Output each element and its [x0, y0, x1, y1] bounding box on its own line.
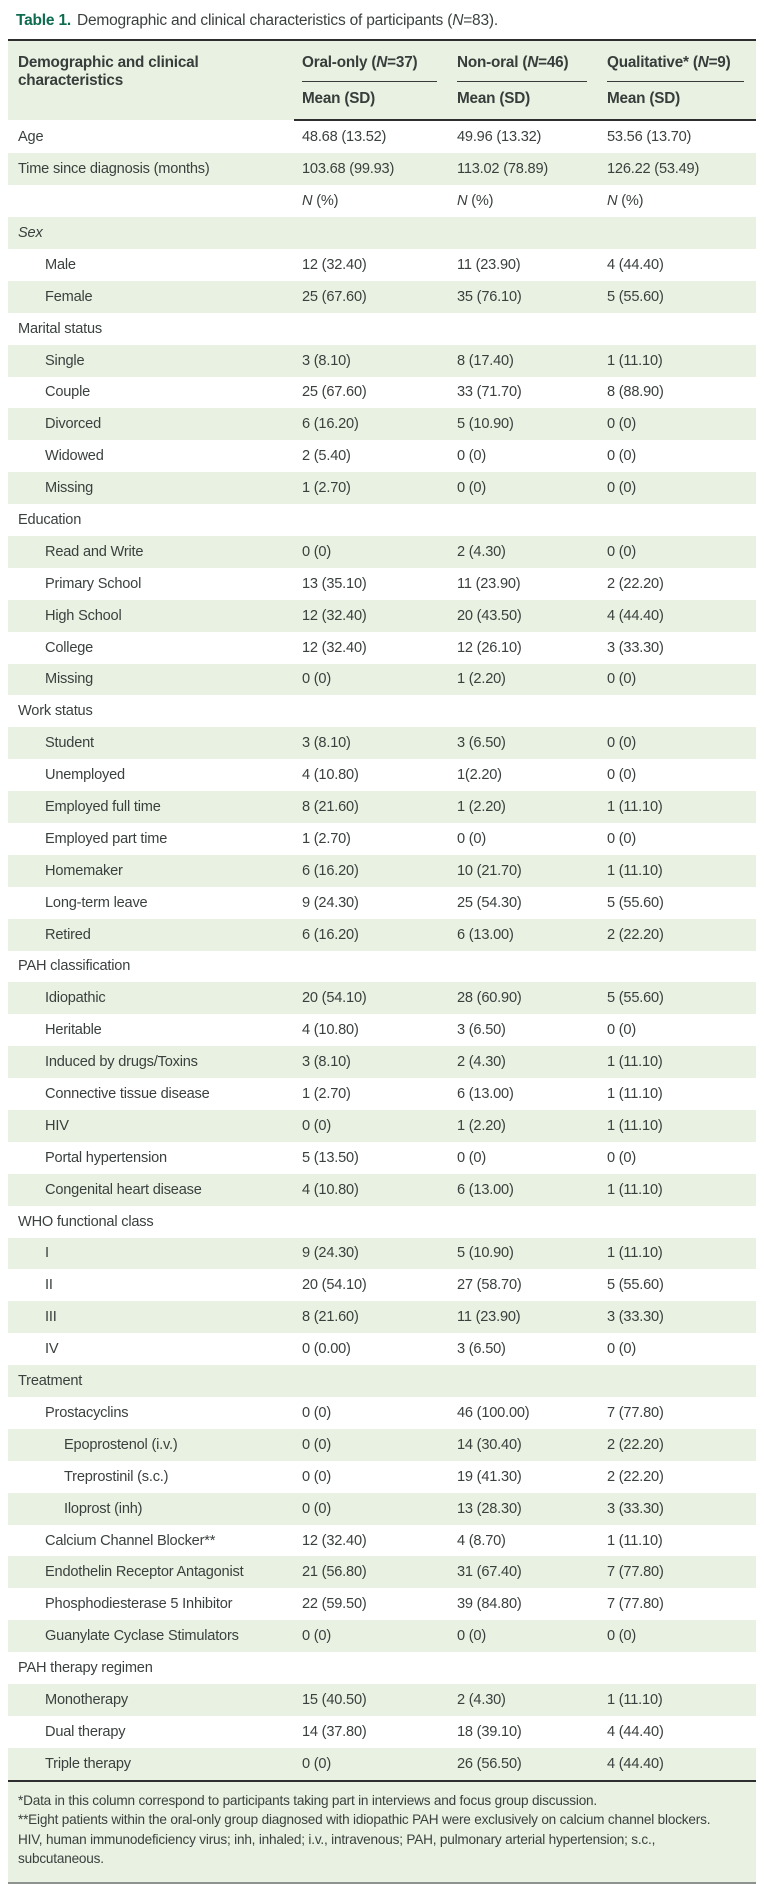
cell-value: 3 (6.50) — [457, 1022, 506, 1039]
cell-value: 1 (11.10) — [607, 1054, 663, 1071]
column-header-characteristics: Demographic and clinical characteristics — [8, 40, 294, 120]
cell-value: 2 (22.20) — [607, 1436, 664, 1453]
cell-value: 5 (10.90) — [457, 1245, 514, 1262]
cell-value: 0 (0) — [607, 671, 637, 688]
cell-value: 12 (26.10) — [457, 639, 522, 656]
cell-value: 4 (44.40) — [607, 1723, 664, 1740]
cell-value: 0 (0) — [457, 480, 487, 497]
cell-value: 1 (11.10) — [607, 1086, 663, 1103]
cell-value — [294, 951, 449, 983]
table-row — [8, 727, 756, 759]
column-header-non-oral: Non-oral (N=46) — [449, 40, 599, 82]
row-label: I — [45, 1245, 49, 1262]
cell-value: 1 (2.20) — [457, 799, 506, 816]
table-row — [8, 153, 756, 185]
table-row — [8, 1493, 756, 1525]
cell-value: 0 (0) — [607, 543, 637, 560]
cell-value: 2 (22.20) — [607, 575, 664, 592]
table-row — [8, 919, 756, 951]
row-label: Female — [45, 288, 93, 305]
cell-value: 4 (44.40) — [607, 1755, 664, 1772]
cell-value: 1 (2.20) — [457, 671, 506, 688]
cell-value: 20 (54.10) — [302, 990, 367, 1007]
table-row — [8, 408, 756, 440]
row-label: Endothelin Receptor Antagonist — [45, 1564, 244, 1581]
cell-value: 20 (43.50) — [457, 607, 522, 624]
cell-value: 0 (0) — [302, 671, 332, 688]
cell-value: 2 (4.30) — [457, 1691, 506, 1708]
cell-value: 1(2.20) — [457, 767, 502, 784]
row-label: Heritable — [45, 1022, 102, 1039]
cell-value: 5 (55.60) — [607, 894, 664, 911]
cell-value: 9 (24.30) — [302, 1245, 359, 1262]
cell-value: 1 (11.10) — [607, 1245, 663, 1262]
cell-value: 14 (37.80) — [302, 1723, 367, 1740]
cell-value — [294, 1206, 449, 1238]
cell-value: 0 (0) — [302, 543, 332, 560]
row-label: Calcium Channel Blocker** — [45, 1532, 216, 1549]
cell-value: 48.68 (13.52) — [302, 129, 387, 146]
cell-value — [449, 313, 599, 345]
cell-value: 5 (13.50) — [302, 1149, 359, 1166]
cell-value: 0 (0) — [607, 1149, 637, 1166]
cell-value — [449, 1365, 599, 1397]
cell-value: 126.22 (53.49) — [607, 161, 700, 178]
cell-value — [449, 217, 599, 249]
row-label: Employed part time — [45, 830, 168, 847]
table-row — [8, 281, 756, 313]
cell-value: 1 (11.10) — [607, 1691, 663, 1708]
row-label: Dual therapy — [45, 1723, 126, 1740]
caption-n: N — [452, 12, 464, 29]
row-label: PAH therapy regimen — [18, 1660, 153, 1677]
table-row — [8, 1748, 756, 1780]
cell-value: 0 (0) — [607, 1022, 637, 1039]
row-label: III — [45, 1309, 57, 1326]
table-row — [8, 855, 756, 887]
footnote-abbreviations: HIV, human immunodeficiency virus; inh, inhaled; i.v., intravenous; PAH, pulmonary arterial hypertension; s.c., subcutaneous. — [18, 1831, 656, 1867]
cell-value: 4 (10.80) — [302, 1022, 359, 1039]
cell-value — [599, 217, 756, 249]
cell-value: 0 (0) — [457, 448, 487, 465]
cell-value: 113.02 (78.89) — [457, 161, 549, 178]
table-row — [8, 887, 756, 919]
row-label: Guanylate Cyclase Stimulators — [45, 1628, 239, 1645]
row-label: College — [45, 639, 94, 656]
table-row — [8, 1078, 756, 1110]
cell-value: 0 (0) — [457, 830, 487, 847]
table-row — [8, 1461, 756, 1493]
cell-value: 1 (11.10) — [607, 352, 663, 369]
cell-value: 6 (13.00) — [457, 926, 514, 943]
row-label: Missing — [45, 671, 94, 688]
cell-value: 1 (11.10) — [607, 1181, 663, 1198]
cell-value: 12 (32.40) — [302, 607, 367, 624]
cell-value: 27 (58.70) — [457, 1277, 522, 1294]
cell-value: 1 (2.70) — [302, 480, 351, 497]
cell-value: 0 (0) — [457, 1149, 487, 1166]
cell-value: 4 (10.80) — [302, 767, 359, 784]
cell-value — [599, 313, 756, 345]
cell-value: 7 (77.80) — [607, 1596, 664, 1613]
demographics-table — [8, 39, 756, 1779]
cell-value: 1 (11.10) — [607, 799, 663, 816]
row-label: HIV — [45, 1117, 69, 1134]
cell-value: 2 (5.40) — [302, 448, 351, 465]
footnote-double-asterisk: **Eight patients within the oral-only group diagnosed with idiopathic PAH were exclusively on calcium channel blockers. — [18, 1812, 711, 1828]
row-label: Monotherapy — [45, 1691, 128, 1708]
cell-value: 1 (2.70) — [302, 830, 351, 847]
cell-value: 1 (2.70) — [302, 1086, 351, 1103]
table-row — [8, 982, 756, 1014]
cell-value: 21 (56.80) — [302, 1564, 367, 1581]
cell-value: 0 (0) — [607, 735, 637, 752]
cell-value: 3 (33.30) — [607, 1500, 664, 1517]
cell-value: 0 (0) — [302, 1404, 332, 1421]
cell-value: 15 (40.50) — [302, 1691, 367, 1708]
cell-value: 6 (16.20) — [302, 926, 359, 943]
table-row — [8, 632, 756, 664]
cell-value — [599, 1206, 756, 1238]
cell-value: 0 (0) — [607, 830, 637, 847]
table-row — [8, 440, 756, 472]
table-number: Table 1. — [16, 12, 71, 29]
row-label: Read and Write — [45, 543, 144, 560]
cell-value — [449, 1652, 599, 1684]
row-label: Long-term leave — [45, 894, 148, 911]
cell-value: 103.68 (99.93) — [302, 161, 395, 178]
caption-text-post: =83). — [463, 12, 498, 29]
table-row — [8, 345, 756, 377]
row-label: Phosphodiesterase 5 Inhibitor — [45, 1596, 233, 1613]
cell-value: 4 (44.40) — [607, 607, 664, 624]
table-row — [8, 568, 756, 600]
cell-value: 4 (8.70) — [457, 1532, 506, 1549]
cell-value: 8 (17.40) — [457, 352, 514, 369]
row-label: Epoprostenol (i.v.) — [64, 1436, 178, 1453]
cell-value: 1 (11.10) — [607, 862, 663, 879]
table-body — [8, 120, 756, 1779]
footnote-asterisk: *Data in this column correspond to participants taking part in interviews and focus group discussion. — [18, 1792, 597, 1808]
table-row — [8, 1110, 756, 1142]
row-label: Employed full time — [45, 799, 161, 816]
row-label: Widowed — [45, 448, 104, 465]
cell-value: 14 (30.40) — [457, 1436, 522, 1453]
cell-value: 3 (33.30) — [607, 639, 664, 656]
cell-value: 0 (0.00) — [302, 1341, 351, 1358]
row-label: IV — [45, 1341, 59, 1358]
cell-value: 7 (77.80) — [607, 1564, 664, 1581]
row-label: Unemployed — [45, 767, 125, 784]
column-header-qualitative: Qualitative* (N=9) — [599, 40, 756, 82]
cell-value: 1 (11.10) — [607, 1117, 663, 1134]
table-row — [8, 600, 756, 632]
row-label: Iloprost (inh) — [64, 1500, 143, 1517]
cell-value: 0 (0) — [302, 1468, 332, 1485]
cell-value: 33 (71.70) — [457, 384, 522, 401]
cell-value — [449, 1206, 599, 1238]
cell-value: 26 (56.50) — [457, 1755, 522, 1772]
cell-value: 8 (21.60) — [302, 799, 359, 816]
cell-value: 25 (54.30) — [457, 894, 522, 911]
table-row — [8, 791, 756, 823]
cell-value: 22 (59.50) — [302, 1596, 367, 1613]
cell-value: 11 (23.90) — [457, 575, 521, 592]
cell-value: 0 (0) — [607, 1341, 637, 1358]
cell-value: 28 (60.90) — [457, 990, 522, 1007]
cell-value: 0 (0) — [302, 1117, 332, 1134]
cell-value: 3 (8.10) — [302, 1054, 351, 1071]
row-label: Connective tissue disease — [45, 1086, 210, 1103]
row-label: Single — [45, 352, 85, 369]
cell-value — [599, 504, 756, 536]
row-label: II — [45, 1277, 53, 1294]
row-label: Divorced — [45, 416, 101, 433]
subheader-mean-sd-non-oral: Mean (SD) — [449, 82, 599, 120]
row-label: Marital status — [18, 320, 102, 337]
table-row — [8, 120, 756, 153]
cell-value — [599, 1652, 756, 1684]
cell-value: 0 (0) — [457, 1628, 487, 1645]
cell-value: 53.56 (13.70) — [607, 129, 692, 146]
cell-value: 35 (76.10) — [457, 288, 522, 305]
cell-value: 0 (0) — [607, 767, 637, 784]
row-label: Congenital heart disease — [45, 1181, 202, 1198]
row-label: Education — [18, 512, 82, 528]
row-label: Primary School — [45, 575, 142, 592]
cell-value: 2 (22.20) — [607, 1468, 664, 1485]
cell-value — [294, 217, 449, 249]
table-row — [8, 1397, 756, 1429]
cell-value: N (%) — [457, 193, 494, 210]
cell-value: 5 (10.90) — [457, 416, 514, 433]
row-label: Portal hypertension — [45, 1149, 167, 1166]
table-row — [8, 1525, 756, 1557]
cell-value: 18 (39.10) — [457, 1723, 522, 1740]
table-row — [8, 472, 756, 504]
table-row — [8, 1014, 756, 1046]
cell-value — [599, 695, 756, 727]
cell-value: 6 (13.00) — [457, 1181, 514, 1198]
cell-value: 0 (0) — [302, 1755, 332, 1772]
table-row — [8, 377, 756, 409]
row-label: Couple — [45, 384, 91, 401]
table-caption — [0, 0, 764, 39]
table-row — [8, 1333, 756, 1365]
cell-value: 2 (4.30) — [457, 543, 506, 560]
cell-value: 6 (16.20) — [302, 416, 359, 433]
cell-value: 4 (44.40) — [607, 256, 664, 273]
table-row — [8, 1556, 756, 1588]
section-row — [8, 695, 756, 727]
row-label: Missing — [45, 480, 94, 497]
cell-value: 12 (32.40) — [302, 639, 367, 656]
cell-value — [294, 504, 449, 536]
section-row — [8, 1652, 756, 1684]
cell-value: 4 (10.80) — [302, 1181, 359, 1198]
table-row — [8, 1301, 756, 1333]
section-row — [8, 217, 756, 249]
row-label: PAH classification — [18, 958, 131, 975]
cell-value: 5 (55.60) — [607, 288, 664, 305]
cell-value: 13 (35.10) — [302, 575, 367, 592]
cell-value — [294, 1365, 449, 1397]
cell-value — [599, 1365, 756, 1397]
row-label: Time since diagnosis (months) — [18, 161, 210, 178]
cell-value: 0 (0) — [607, 416, 637, 433]
row-label: Triple therapy — [45, 1755, 131, 1772]
cell-value: 0 (0) — [302, 1436, 332, 1453]
table-row — [8, 1174, 756, 1206]
section-row — [8, 313, 756, 345]
table-row — [8, 1046, 756, 1078]
row-label: Treprostinil (s.c.) — [64, 1468, 169, 1485]
cell-value: 19 (41.30) — [457, 1468, 522, 1485]
row-label: Idiopathic — [45, 990, 106, 1007]
group-header-row — [8, 40, 756, 82]
cell-value: N (%) — [607, 193, 644, 210]
subheader-mean-sd-qualitative: Mean (SD) — [599, 82, 756, 120]
row-label: Induced by drugs/Toxins — [45, 1054, 198, 1071]
cell-value: 10 (21.70) — [457, 862, 522, 879]
table-row — [8, 1588, 756, 1620]
cell-value: 3 (8.10) — [302, 352, 351, 369]
cell-value: 25 (67.60) — [302, 384, 367, 401]
section-row — [8, 1365, 756, 1397]
subheader-mean-sd-oral: Mean (SD) — [294, 82, 449, 120]
row-label: Sex — [18, 224, 43, 241]
cell-value: 0 (0) — [302, 1500, 332, 1517]
table-row — [8, 1269, 756, 1301]
cell-value: 5 (55.60) — [607, 1277, 664, 1294]
row-label: Male — [45, 256, 76, 273]
cell-value — [294, 1652, 449, 1684]
cell-value — [599, 951, 756, 983]
cell-value: 31 (67.40) — [457, 1564, 522, 1581]
cell-value — [449, 951, 599, 983]
row-label: Age — [18, 128, 44, 145]
cell-value: 12 (32.40) — [302, 256, 367, 273]
cell-value: 7 (77.80) — [607, 1404, 664, 1421]
cell-value — [449, 504, 599, 536]
row-label: Prostacyclins — [45, 1404, 129, 1421]
table-header — [8, 40, 756, 120]
cell-value: 3 (6.50) — [457, 1341, 506, 1358]
cell-value: 0 (0) — [607, 448, 637, 465]
table-row — [8, 1142, 756, 1174]
cell-value: 25 (67.60) — [302, 288, 367, 305]
cell-value: 2 (4.30) — [457, 1054, 506, 1071]
table-row — [8, 664, 756, 696]
cell-value: 6 (13.00) — [457, 1086, 514, 1103]
row-label: Work status — [18, 703, 93, 720]
cell-value: 3 (8.10) — [302, 735, 351, 752]
cell-value: 1 (2.20) — [457, 1117, 506, 1134]
row-label: Student — [45, 735, 94, 752]
cell-value: 8 (21.60) — [302, 1309, 359, 1326]
cell-value: 2 (22.20) — [607, 926, 664, 943]
table-row — [8, 759, 756, 791]
cell-value: 1 (11.10) — [607, 1532, 663, 1549]
cell-value — [449, 695, 599, 727]
cell-value: 8 (88.90) — [607, 384, 664, 401]
cell-value: 11 (23.90) — [457, 1309, 521, 1326]
cell-value: 3 (33.30) — [607, 1309, 664, 1326]
row-label: WHO functional class — [18, 1213, 154, 1230]
row-label: Homemaker — [45, 862, 123, 879]
cell-value — [294, 313, 449, 345]
cell-value: 5 (55.60) — [607, 990, 664, 1007]
table-row — [8, 1238, 756, 1270]
cell-value: N (%) — [302, 193, 339, 210]
cell-value: 12 (32.40) — [302, 1532, 367, 1549]
table-row — [8, 185, 756, 217]
cell-value: 11 (23.90) — [457, 256, 521, 273]
column-header-oral-only: Oral-only (N=37) — [294, 40, 449, 82]
cell-value: 39 (84.80) — [457, 1596, 522, 1613]
row-label: High School — [45, 607, 122, 624]
cell-value: 0 (0) — [607, 480, 637, 497]
cell-value: 13 (28.30) — [457, 1500, 522, 1517]
cell-value: 49.96 (13.32) — [457, 129, 542, 146]
table-row — [8, 823, 756, 855]
table-row — [8, 536, 756, 568]
table-row — [8, 1620, 756, 1652]
row-label — [8, 185, 294, 217]
row-label: Retired — [45, 926, 91, 943]
cell-value — [294, 695, 449, 727]
table-row — [8, 249, 756, 281]
row-label: Treatment — [18, 1373, 83, 1390]
table-footnotes — [8, 1780, 756, 1884]
section-row — [8, 951, 756, 983]
cell-value: 46 (100.00) — [457, 1404, 530, 1421]
caption-text-pre: Demographic and clinical characteristics of participants ( — [76, 12, 453, 29]
table-row — [8, 1429, 756, 1461]
table-row — [8, 1684, 756, 1716]
cell-value: 0 (0) — [302, 1628, 332, 1645]
cell-value: 3 (6.50) — [457, 735, 506, 752]
section-row — [8, 504, 756, 536]
cell-value: 6 (16.20) — [302, 862, 359, 879]
table-row — [8, 1716, 756, 1748]
cell-value: 0 (0) — [607, 1628, 637, 1645]
cell-value: 9 (24.30) — [302, 894, 359, 911]
cell-value: 20 (54.10) — [302, 1277, 367, 1294]
section-row — [8, 1206, 756, 1238]
